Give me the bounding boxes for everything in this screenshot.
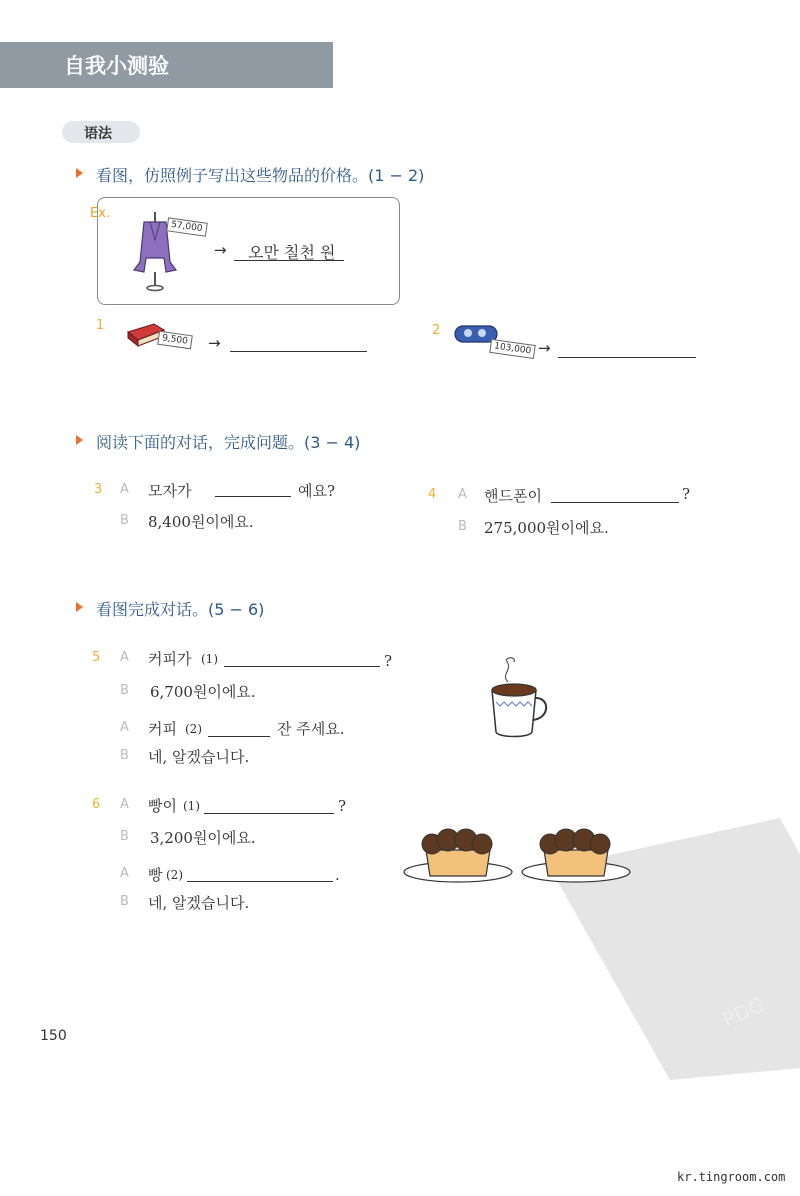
q3-a-text-before: 모자가: [148, 482, 192, 500]
page-number: 150: [40, 1028, 67, 1044]
q5-answer-line-2[interactable]: [208, 736, 270, 737]
q3-a-text-after: 예요?: [298, 482, 336, 500]
example-answer-line: [234, 260, 344, 261]
q5-l3-after: 잔 주세요.: [277, 720, 345, 738]
q5-l1-after: ?: [384, 652, 393, 670]
q6-answer-line-2[interactable]: [187, 881, 333, 882]
section-3-title: 看图完成对话。(5 − 6): [96, 600, 265, 619]
q6-l1-mark: (1): [183, 799, 200, 813]
example-price-tag: 57,000: [166, 217, 207, 236]
q5-l4-text: 네, 알겠습니다.: [148, 748, 250, 766]
q5-l4-label: B: [120, 748, 129, 763]
section-1-marker-icon: [76, 168, 83, 178]
q2-number: 2: [432, 323, 441, 338]
q6-l4-label: B: [120, 894, 129, 909]
q6-l1-label: A: [120, 797, 129, 812]
q6-l4-text: 네, 알겠습니다.: [148, 894, 250, 912]
section-2-marker-icon: [76, 435, 83, 445]
example-arrow: →: [214, 241, 227, 259]
bread-left-icon: [402, 826, 514, 888]
q4-speaker-b: B: [458, 519, 467, 534]
section-1-title: 看图，仿照例子写出这些物品的价格。(1 − 2): [96, 166, 425, 185]
grammar-pill-label: 语法: [84, 126, 112, 142]
q6-answer-line-1[interactable]: [204, 813, 334, 814]
section-3-marker-icon: [76, 602, 83, 612]
q5-l1-label: A: [120, 650, 129, 665]
q1-number: 1: [96, 318, 105, 333]
q4-speaker-a: A: [458, 487, 467, 502]
q3-answer-line[interactable]: [215, 496, 291, 497]
q5-l1-before: 커피가: [148, 650, 192, 668]
q5-l2-label: B: [120, 683, 129, 698]
q6-l1-after: ?: [338, 797, 347, 815]
q6-l1-before: 빵이: [148, 797, 177, 815]
q6-number: 6: [92, 797, 101, 812]
page-title: 自我小测验: [64, 54, 169, 78]
q6-l2-text: 3,200원이에요.: [150, 829, 256, 847]
q5-l1-mark: (1): [201, 652, 218, 666]
q6-l3-mark: (2): [166, 868, 183, 882]
coffee-cup-icon: [486, 652, 554, 740]
q1-price-tag: 9,500: [157, 331, 192, 350]
q3-speaker-a: A: [120, 482, 129, 497]
q5-l3-label: A: [120, 720, 129, 735]
footer-url: kr.tingroom.com: [677, 1170, 786, 1184]
q4-b-text: 275,000원이에요.: [484, 519, 609, 537]
q2-price-tag: 103,000: [489, 339, 536, 359]
q5-number: 5: [92, 650, 101, 665]
q6-l2-label: B: [120, 829, 129, 844]
q6-l3-before: 빵: [148, 866, 163, 884]
example-answer: 오만 칠천 원: [248, 243, 336, 262]
q3-speaker-b: B: [120, 513, 129, 528]
section-2-title: 阅读下面的对话，完成问题。(3 − 4): [96, 433, 361, 452]
q3-number: 3: [94, 482, 103, 497]
q5-l3-mark: (2): [185, 722, 202, 736]
q2-arrow: →: [538, 339, 551, 357]
watermark-text: PDG: [718, 992, 769, 1032]
q1-arrow: →: [208, 334, 221, 352]
q3-b-text: 8,400원이에요.: [148, 513, 254, 531]
bread-right-icon: [520, 824, 632, 888]
example-label: Ex.: [90, 206, 111, 221]
q2-answer-line[interactable]: [558, 357, 696, 358]
q1-answer-line[interactable]: [230, 351, 367, 352]
q6-l3-after: .: [335, 866, 340, 884]
q5-l2-text: 6,700원이에요.: [150, 683, 256, 701]
q4-a-text-after: ?: [682, 485, 691, 503]
q4-a-text-before: 핸드폰이: [484, 487, 542, 505]
q6-l3-label: A: [120, 866, 129, 881]
q5-answer-line-1[interactable]: [224, 666, 380, 667]
q4-answer-line[interactable]: [551, 502, 679, 503]
q5-l3-before: 커피: [148, 720, 177, 738]
q4-number: 4: [428, 487, 437, 502]
